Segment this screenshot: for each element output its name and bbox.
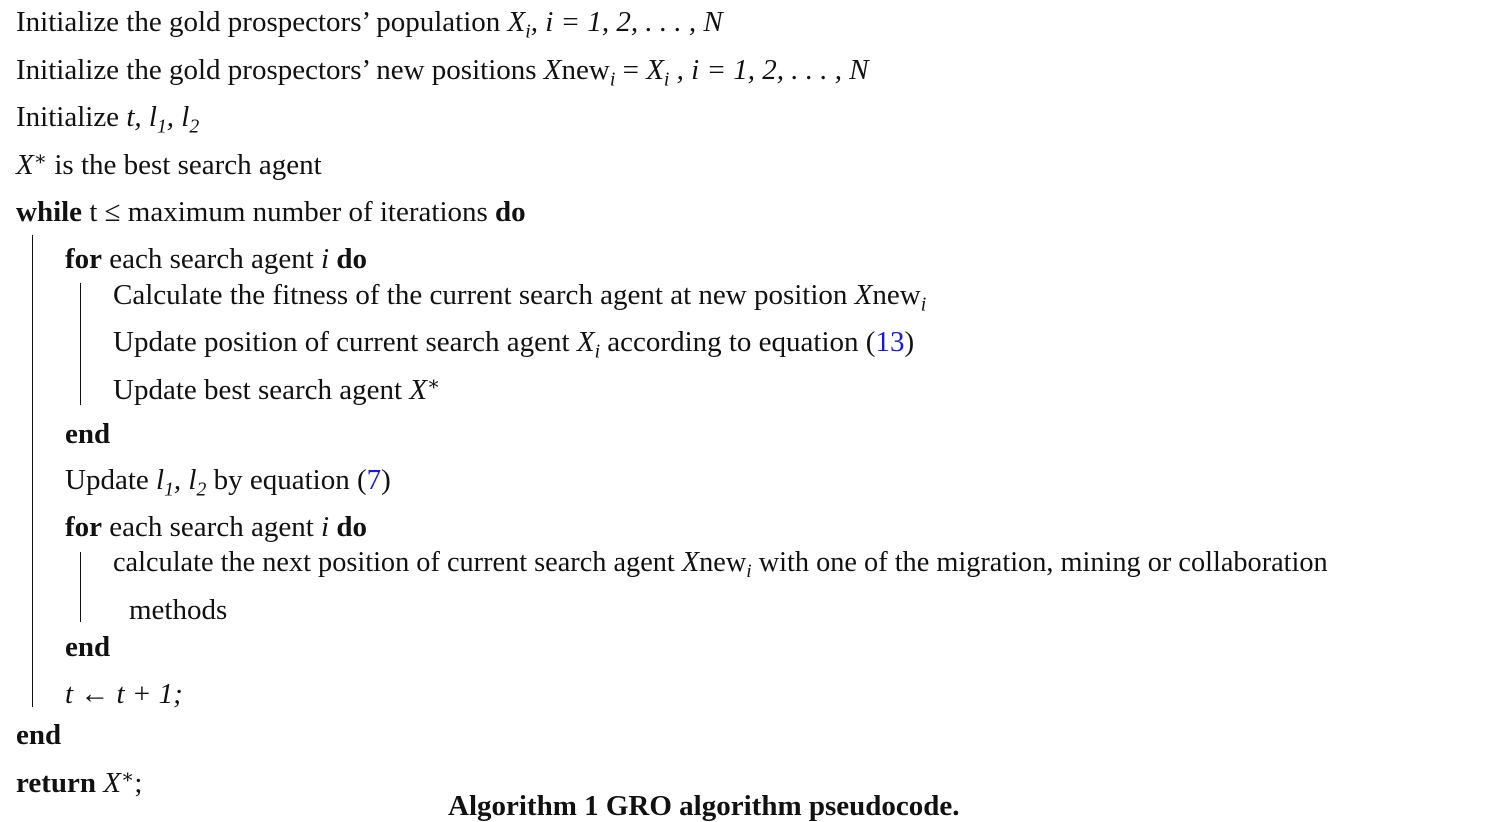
line-while: [16, 198, 526, 227]
line-init-params: [16, 103, 199, 137]
mid: , l: [166, 101, 190, 133]
ref-open: (: [356, 464, 367, 496]
equation-ref-link[interactable]: 13: [875, 326, 905, 358]
line-return: [16, 768, 142, 798]
line-update-best: [113, 375, 440, 405]
math1: l: [156, 464, 165, 496]
line-end-while: end: [16, 719, 62, 751]
line-end-for-2: end: [65, 631, 111, 663]
sup: ∗: [120, 766, 135, 788]
math-var: X: [543, 54, 562, 86]
cond: t ≤ maximum number of iterations: [82, 196, 496, 228]
line-update-position: [113, 328, 914, 362]
algorithm-caption: Algorithm 1 GRO algorithm pseudocode.: [448, 790, 960, 822]
math-sub2: i: [663, 68, 670, 91]
line-for-1: [65, 245, 367, 274]
for-block-bar-2: [80, 552, 81, 622]
ref-close: ): [904, 326, 915, 358]
line-calc-next-position: [113, 549, 1328, 581]
sup: ∗: [33, 148, 48, 170]
line-update-l: [65, 466, 391, 500]
text: Update best search agent: [113, 373, 403, 406]
semi: ;: [134, 766, 143, 799]
line-end-for-1: end: [65, 418, 111, 450]
line-methods: methods: [129, 594, 228, 626]
var: i: [321, 243, 330, 275]
kw-return: return: [16, 766, 97, 799]
kw-do: do: [495, 196, 526, 228]
text: Initialize: [16, 101, 120, 133]
math-tail: , i = 1, 2, . . . , N: [530, 6, 723, 38]
math: t ← t + 1;: [65, 678, 183, 710]
ref-open: (: [865, 326, 876, 358]
mid: , l: [173, 464, 197, 496]
math-var2: X: [646, 54, 664, 86]
math-sub: i: [609, 68, 616, 91]
math-sub: i: [920, 293, 927, 316]
sub1: 1: [156, 115, 167, 138]
math-new: new: [699, 547, 747, 578]
text: each search agent: [102, 511, 322, 543]
text: Initialize the gold prospectors’ population: [16, 6, 501, 38]
kw-for: for: [65, 511, 103, 543]
math-var: X: [576, 326, 595, 358]
kw-do: do: [329, 243, 367, 275]
text2: with one of the migration, mining or collaboration: [751, 547, 1328, 578]
line-increment-t: [65, 680, 183, 709]
text: Update position of current search agent: [113, 326, 570, 358]
math-var: X: [681, 547, 700, 578]
math-var: X: [409, 373, 428, 406]
kw-do: do: [329, 511, 367, 543]
text: Calculate the fitness of the current search agent at new position: [113, 279, 848, 311]
line-for-2: [65, 513, 367, 542]
math-var: X: [854, 279, 873, 311]
text: each search agent: [102, 243, 322, 275]
equation-ref-link[interactable]: 7: [366, 464, 382, 496]
text: is the best search agent: [47, 148, 322, 181]
text2: according to equation: [600, 326, 866, 358]
text2: by equation: [206, 464, 357, 496]
ref-close: ): [381, 464, 391, 496]
text: calculate the next position of current search agent: [113, 547, 675, 578]
kw-for: for: [65, 243, 103, 275]
line-init-new-positions: [16, 56, 869, 90]
for-block-bar-1: [80, 283, 81, 405]
math-sub: i: [746, 561, 752, 583]
line-init-population: [16, 8, 723, 42]
math-sub: i: [594, 340, 601, 363]
sup: ∗: [427, 373, 441, 395]
math-var: X: [507, 6, 526, 38]
line-calc-fitness: [113, 281, 926, 315]
math-sub: i: [525, 20, 531, 43]
var: i: [321, 511, 330, 543]
eq: =: [615, 54, 647, 86]
math-new: new: [872, 279, 921, 311]
math-var: X: [16, 148, 34, 181]
math-tail: , i = 1, 2, . . . , N: [669, 54, 869, 86]
text: Initialize the gold prospectors’ new positions: [16, 54, 537, 86]
sub2: 2: [189, 115, 200, 138]
while-block-bar: [32, 235, 33, 707]
sub1: 1: [164, 478, 174, 501]
math-var: X: [103, 766, 121, 799]
sub2: 2: [196, 478, 207, 501]
text: Update: [65, 464, 149, 496]
kw-while: while: [16, 196, 83, 228]
math: t, l: [126, 101, 157, 133]
line-best-agent: [16, 150, 322, 180]
math-new: new: [561, 54, 610, 86]
